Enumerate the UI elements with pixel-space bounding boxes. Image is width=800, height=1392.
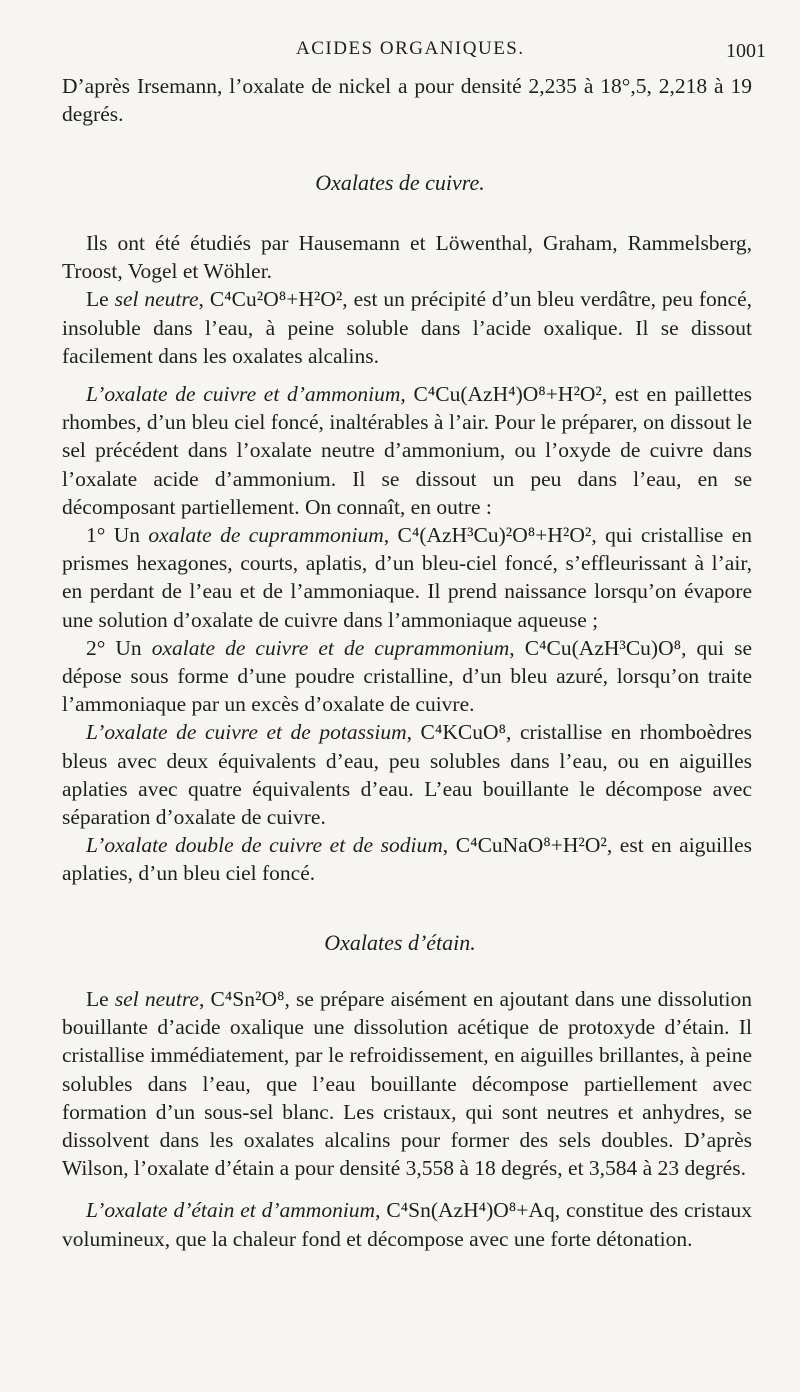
copper-authors-paragraph: Ils ont été étudiés par Hausemann et Löwenthal, Graham, Rammelsberg, Troost, Vogel et Wöhler.	[62, 231, 752, 284]
formula: C⁴Cu(AzH³Cu)O⁸	[524, 635, 682, 660]
formula: C⁴Cu²O⁸+H²O²	[209, 287, 343, 312]
running-title: ACIDES ORGANIQUES.	[296, 38, 525, 59]
copper-sodium-paragraph: L’oxalate double de cuivre et de sodium, C⁴CuNaO⁸+H²O², est en aiguilles aplaties, d’un bleu ciel foncé.	[62, 833, 752, 886]
intro-paragraph-block	[62, 72, 752, 128]
tin-section-body	[62, 985, 752, 1253]
copper-cuprammonium-paragraph: 2° Un oxalate de cuivre et de cuprammonium, C⁴Cu(AzH³Cu)O⁸, qui se dépose sous forme d’une poudre cristalline, d’un bleu azuré, lorsqu’on traite l’ammoniaque par un excès d’oxalate de cuivre.	[62, 635, 752, 717]
tin-ammonium-paragraph: L’oxalate d’étain et d’ammonium, C⁴Sn(AzH⁴)O⁸+Aq, constitue des cristaux volumineux, que la chaleur fond et décompose avec une forte détonation.	[62, 1198, 753, 1251]
page-number: 1001	[726, 40, 766, 62]
formula: C⁴KCuO⁸	[420, 720, 507, 745]
section-title-tin: Oxalates d’étain.	[324, 930, 476, 955]
copper-section-body	[62, 229, 752, 888]
formula: C⁴Cu(AzH⁴)O⁸+H²O²	[413, 382, 602, 407]
copper-ammonium-paragraph: L’oxalate de cuivre et d’ammonium, C⁴Cu(AzH⁴)O⁸+H²O², est en paillettes rhombes, d’un bleu ciel foncé, inaltérables à l’air. Pour le préparer, on dissout le sel précédent dans l’oxalate neutre d’ammonium, ou l’oxyde de cuivre dans l’oxalate acide d’ammonium. Il se dissout un peu dans l’eau, en se décomposant partiellement. On connaît, en outre :	[62, 382, 752, 519]
formula: C⁴CuNaO⁸+H²O²	[455, 833, 607, 858]
formula: C⁴Sn(AzH⁴)O⁸+Aq	[386, 1198, 555, 1223]
cuprammonium-paragraph: 1° Un oxalate de cuprammonium, C⁴(AzH³Cu)²O⁸+H²O², qui cristallise en prismes hexagones, courts, aplatis, d’un bleu-ciel foncé, s’effleurissant à l’air, en perdant de l’eau et de l’ammoniaque. Il prend naissance lorsqu’on évapore une solution d’oxalate de cuivre dans l’ammoniaque aqueuse ;	[62, 523, 753, 632]
copper-potassium-paragraph: L’oxalate de cuivre et de potassium, C⁴KCuO⁸, cristallise en rhomboèdres bleus avec deux équivalents d’eau, peu solubles dans l’eau, ou en aiguilles aplaties avec quatre équivalents d’eau. L’eau bouillante le décompose avec séparation d’oxalate de cuivre.	[62, 720, 752, 830]
section-title-copper: Oxalates de cuivre.	[315, 170, 485, 195]
formula: C⁴(AzH³Cu)²O⁸+H²O²	[397, 523, 592, 548]
page-header	[0, 38, 800, 68]
nickel-oxalate-density-paragraph: D’après Irsemann, l’oxalate de nickel a pour densité 2,235 à 18°,5, 2,218 à 19 degrés.	[62, 74, 752, 127]
tin-neutral-salt-paragraph: Le sel neutre, C⁴Sn²O⁸, se prépare aisément en ajoutant dans une dissolution bouillante d’acide oxalique une dissolution acétique de protoxyde d’étain. Il cristallise immédiatement, par le refroidissement, en aiguilles brillantes, à peine solubles dans l’eau, que l’eau bouillante décompose partiellement avec formation d’un sous-sel blanc. Les cristaux, qui sont neutres et anhydres, se dissolvent dans les oxalates alcalins pour former des sels doubles. D’après Wilson, l’oxalate d’étain a pour densité 3,558 à 18 degrés, et 3,584 à 23 degrés.	[62, 987, 752, 1181]
copper-neutral-salt-paragraph: Le sel neutre, C⁴Cu²O⁸+H²O², est un précipité d’un bleu verdâtre, peu foncé, insoluble dans l’eau, à peine soluble dans l’acide oxalique. Il se dissout facilement dans les oxalates alcalins.	[62, 287, 752, 368]
formula: C⁴Sn²O⁸	[210, 987, 285, 1011]
